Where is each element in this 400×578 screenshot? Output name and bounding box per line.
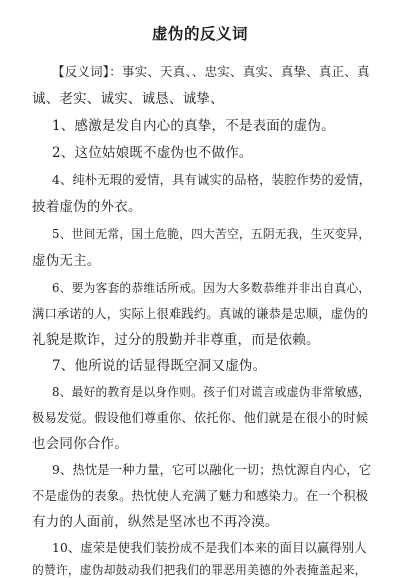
text-line: 9、热忱是一种力量，它可以融化一切；热忱源自内心，它 — [52, 463, 372, 477]
text-line: 不是虚伪的表象。热忱使人充满了魅力和感染力。在一个积极 — [32, 489, 369, 503]
text-line: 【反义词】：事实、天真、、忠实、真实、真挚、真正、真 — [52, 64, 370, 79]
text-line: 6、要为客套的恭维话所戒。因为大多数恭维并非出自真心， — [52, 281, 371, 295]
text-line: 4、纯朴无瑕的爱情，具有诚实的品格，装腔作势的爱情， — [52, 173, 372, 187]
text-line: 7、他所说的话显得既空洞又虚伪。 — [52, 358, 267, 374]
text-line: 8、最好的教育是以身作则。孩子们对谎言或虚伪非常敏感， — [52, 385, 371, 399]
text-line: 5、世间无常，国土危脆，四大苦空，五阴无我，生灭变异， — [52, 227, 371, 241]
text-line: 礼貌是欺诈，过分的殷勤并非尊重，而是依赖。 — [32, 332, 320, 348]
text-line: 披着虚伪的外衣。 — [32, 199, 142, 215]
text-line: 诚、老实、诚实、诚恳、诚挚、 — [32, 91, 224, 107]
text-line: 1、感激是发自内心的真挚，不是表面的虚伪。 — [52, 118, 335, 134]
text-line: 2、这位姑娘既不虚伪也不做作。 — [52, 145, 253, 161]
text-line: 极易发觉。假设他们尊重你、依托你、他们就是在很小的时候 — [32, 411, 369, 425]
text-line: 满口承诺的人，实际上很难践约。真诚的谦恭是忠顺，虚伪的 — [32, 307, 369, 321]
text-line: 10、虚荣是使我们装扮成不是我们本来的面目以赢得别人 — [52, 541, 367, 555]
text-line: 也会同你合作。 — [32, 436, 128, 452]
document-title: 虚伪的反义词 — [151, 25, 248, 43]
text-line: 有力的人面前，纵然是坚冰也不再冷漠。 — [32, 514, 279, 530]
text-line: 的赞许，虚伪却鼓动我们把我们的罪恶用美德的外表掩盖起来， — [32, 563, 367, 577]
text-line: 虚伪无主。 — [32, 253, 101, 269]
